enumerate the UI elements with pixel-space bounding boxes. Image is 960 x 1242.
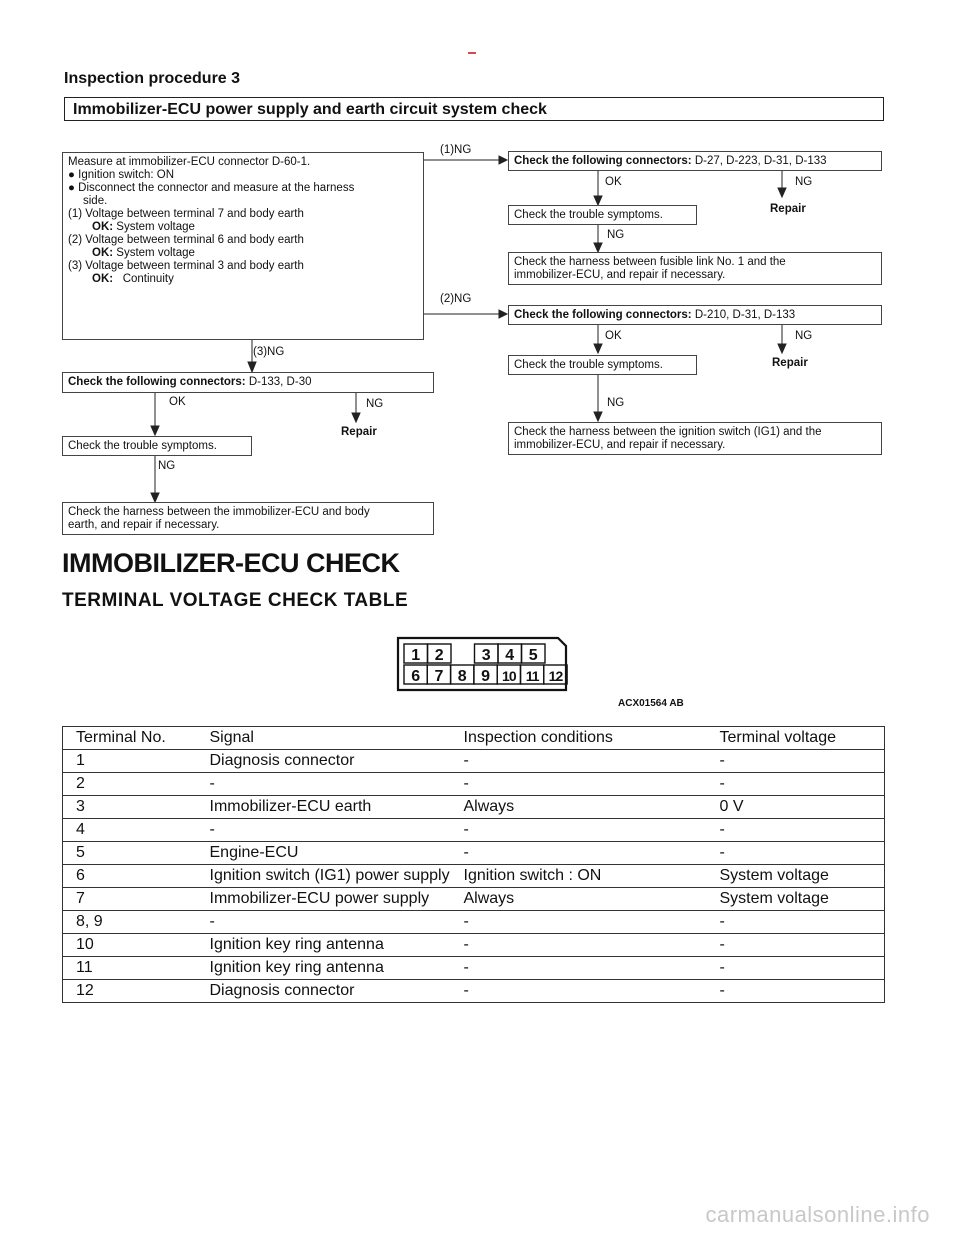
table-cell: - <box>451 819 707 842</box>
harness-3-line-2: earth, and repair if necessary. <box>68 519 220 531</box>
item-1-ok-value: System voltage <box>116 221 195 233</box>
table-cell: 4 <box>63 819 197 842</box>
ok-label: OK: <box>92 221 114 233</box>
repair-label-1: Repair <box>770 203 806 215</box>
table-cell: Diagnosis connector <box>197 980 451 1003</box>
branch-2-label: (2)NG <box>440 293 472 305</box>
connector-pin-number: 1 <box>411 647 421 664</box>
table-cell: System voltage <box>707 865 885 888</box>
table-row <box>63 865 885 888</box>
table-cell: Diagnosis connector <box>197 750 451 773</box>
table-cell: Immobilizer-ECU earth <box>197 796 451 819</box>
repair-label-3: Repair <box>341 426 377 438</box>
table-cell: 1 <box>63 750 197 773</box>
measure-item-1: (1) Voltage between terminal 7 and body earth <box>68 208 304 220</box>
table-cell: Ignition key ring antenna <box>197 957 451 980</box>
table-cell: 12 <box>63 980 197 1003</box>
table-cell: - <box>197 911 451 934</box>
trouble-symptoms-box-1: Check the trouble symptoms. <box>508 205 697 225</box>
harness-box-3 <box>62 502 434 535</box>
connectors-1-list: D-27, D-223, D-31, D-133 <box>694 155 827 167</box>
table-cell: 2 <box>63 773 197 796</box>
connectors-prefix: Check the following connectors: <box>514 155 692 167</box>
table-cell: 6 <box>63 865 197 888</box>
connector-pin-number: 7 <box>434 668 444 685</box>
connector-pin-number: 8 <box>457 668 467 685</box>
table-cell: - <box>707 957 885 980</box>
branch-3-label: (3)NG <box>253 346 285 358</box>
table-header-cell: Terminal No. <box>63 727 197 750</box>
harness-1-line-1: Check the harness between fusible link No. 1 and the <box>514 256 786 268</box>
watermark: carmanualsonline.info <box>705 1202 930 1227</box>
table-row <box>63 934 885 957</box>
item-3-ok-value: Continuity <box>122 273 174 285</box>
table-header-cell: Terminal voltage <box>707 727 885 750</box>
ok-label-3: OK <box>169 396 186 408</box>
connector-pin-number: 11 <box>525 668 539 684</box>
table-cell: - <box>707 980 885 1003</box>
table-cell: Engine-ECU <box>197 842 451 865</box>
item-2-ok-value: System voltage <box>116 247 195 259</box>
measure-bullet-2 <box>68 182 418 195</box>
measure-title: Measure at immobilizer-ECU connector D-60-1. <box>68 156 311 168</box>
connector-pin-number: 2 <box>434 647 444 664</box>
table-cell: - <box>451 773 707 796</box>
table-row <box>63 911 885 934</box>
harness-box-1 <box>508 252 882 285</box>
table-row <box>63 957 885 980</box>
table-row <box>63 819 885 842</box>
table-row <box>63 796 885 819</box>
terminal-voltage-table <box>62 726 885 1003</box>
ng-label-2b: NG <box>607 397 625 409</box>
table-row <box>63 888 885 911</box>
measure-item-2-ok <box>68 247 418 260</box>
connectors-box-2 <box>508 305 882 325</box>
table-row <box>63 980 885 1003</box>
table-cell: - <box>707 750 885 773</box>
connector-pin-number: 5 <box>528 647 538 664</box>
trouble-symptoms-box-2: Check the trouble symptoms. <box>508 355 697 375</box>
harness-1-line-2: immobilizer-ECU, and repair if necessary. <box>514 269 726 281</box>
connector-pin-number: 3 <box>481 647 491 664</box>
table-cell: - <box>707 773 885 796</box>
section-subheading: TERMINAL VOLTAGE CHECK TABLE <box>62 590 409 611</box>
ng-label-1: NG <box>795 176 813 188</box>
procedure-title: Inspection procedure 3 <box>64 70 241 87</box>
connectors-3-list: D-133, D-30 <box>248 376 312 388</box>
table-header-cell: Signal <box>197 727 451 750</box>
trouble-symptoms-box-3: Check the trouble symptoms. <box>62 436 252 456</box>
section-title: Immobilizer-ECU power supply and earth circuit system check <box>64 97 884 121</box>
ok-label: OK: <box>92 273 114 285</box>
table-cell: - <box>707 911 885 934</box>
measure-bullet-1 <box>68 169 418 182</box>
bullet-2-cont: side. <box>83 195 108 207</box>
table-row <box>63 842 885 865</box>
table-header-row <box>63 727 885 750</box>
connector-pin-number: 12 <box>548 668 563 684</box>
harness-2-line-1: Check the harness between the ignition switch (IG1) and the <box>514 426 822 438</box>
ng-label-3: NG <box>366 398 384 410</box>
table-cell: 7 <box>63 888 197 911</box>
ng-label-2: NG <box>795 330 813 342</box>
table-cell: 3 <box>63 796 197 819</box>
table-cell: - <box>707 819 885 842</box>
ng-label-1b: NG <box>607 229 625 241</box>
table-cell: System voltage <box>707 888 885 911</box>
harness-2-line-2: immobilizer-ECU, and repair if necessary. <box>514 439 726 451</box>
connector-figure <box>392 632 572 696</box>
measure-box <box>62 152 424 340</box>
table-cell: Ignition switch : ON <box>451 865 707 888</box>
ng-label-3b: NG <box>158 460 176 472</box>
section-heading: IMMOBILIZER-ECU CHECK <box>62 548 400 578</box>
connectors-box-3 <box>62 372 434 393</box>
connector-pin-number: 6 <box>411 668 421 685</box>
figure-caption: ACX01564 AB <box>618 698 684 709</box>
table-cell: - <box>451 934 707 957</box>
bullet-1-text: Ignition switch: ON <box>78 169 175 181</box>
harness-box-2 <box>508 422 882 455</box>
ok-label: OK: <box>92 247 114 259</box>
table-cell: - <box>707 842 885 865</box>
table-cell: Ignition switch (IG1) power supply <box>197 865 451 888</box>
connectors-prefix: Check the following connectors: <box>68 376 246 388</box>
ok-label-2: OK <box>605 330 622 342</box>
table-row <box>63 750 885 773</box>
ok-label-1: OK <box>605 176 622 188</box>
table-cell: 5 <box>63 842 197 865</box>
measure-item-1-ok <box>68 221 418 234</box>
measure-item-3-ok <box>68 273 418 286</box>
table-cell: 10 <box>63 934 197 957</box>
table-cell: - <box>451 750 707 773</box>
table-cell: - <box>707 934 885 957</box>
table-cell: - <box>451 842 707 865</box>
connector-pin-number: 9 <box>481 668 491 685</box>
connectors-prefix: Check the following connectors: <box>514 309 692 321</box>
repair-label-2: Repair <box>772 357 808 369</box>
bullet-2-text: Disconnect the connector and measure at the harness <box>78 182 355 194</box>
branch-1-label: (1)NG <box>440 144 472 156</box>
connector-pin-number: 10 <box>502 668 516 684</box>
table-cell: Always <box>451 888 707 911</box>
measure-item-2: (2) Voltage between terminal 6 and body earth <box>68 234 304 246</box>
table-cell: 11 <box>63 957 197 980</box>
table-cell: Immobilizer-ECU power supply <box>197 888 451 911</box>
connector-pin-number: 4 <box>505 647 515 664</box>
table-cell: 8, 9 <box>63 911 197 934</box>
bullet-icon: ● <box>68 182 75 194</box>
table-cell: - <box>197 819 451 842</box>
table-header-cell: Inspection conditions <box>451 727 707 750</box>
connectors-2-list: D-210, D-31, D-133 <box>694 309 796 321</box>
table-cell: - <box>451 957 707 980</box>
bullet-icon: ● <box>68 169 75 181</box>
harness-3-line-1: Check the harness between the immobilizer-ECU and body <box>68 506 370 518</box>
table-cell: - <box>451 980 707 1003</box>
connectors-box-1 <box>508 151 882 171</box>
measure-item-3: (3) Voltage between terminal 3 and body earth <box>68 260 304 272</box>
table-cell: Always <box>451 796 707 819</box>
table-cell: Ignition key ring antenna <box>197 934 451 957</box>
table-cell: - <box>451 911 707 934</box>
table-cell: 0 V <box>707 796 885 819</box>
table-cell: - <box>197 773 451 796</box>
table-row <box>63 773 885 796</box>
